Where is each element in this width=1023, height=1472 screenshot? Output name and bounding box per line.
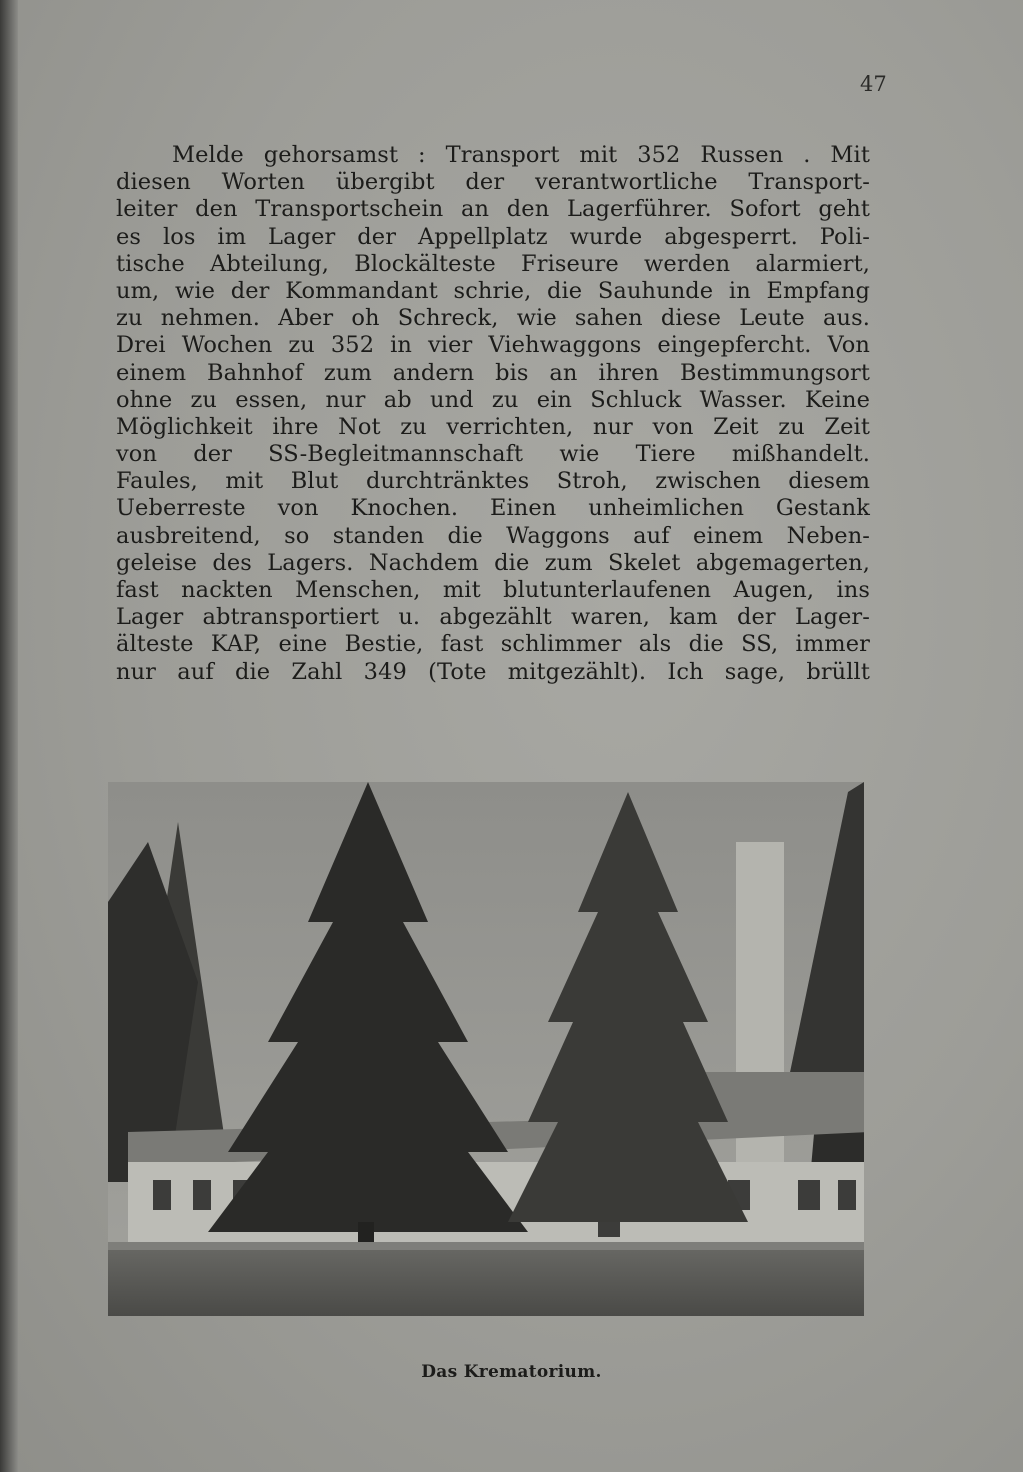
page-number: 47 <box>860 72 887 96</box>
book-spine <box>0 0 18 1472</box>
crematorium-photo <box>108 782 864 1316</box>
text-line: tische Abteilung, Blockälteste Friseure werden alarmiert, <box>116 250 870 277</box>
text-line: nur auf die Zahl 349 (Tote mitgezählt). Ich sage, brüllt <box>116 658 870 685</box>
text-line: Lager abtransportiert u. abgezählt waren, kam der Lager- <box>116 604 870 631</box>
text-line: ausbreitend, so standen die Waggons auf einem Neben- <box>116 522 870 549</box>
text-line: diesen Worten übergibt der verantwortliche Transport- <box>116 169 870 196</box>
text-line: Melde gehorsamst : Transport mit 352 Russen . Mit <box>172 142 870 168</box>
text-line: von der SS-Begleitmannschaft wie Tiere mißhandelt. <box>116 441 870 468</box>
text-line: zu nehmen. Aber oh Schreck, wie sahen diese Leute aus. <box>116 305 870 332</box>
text-line: älteste KAP, eine Bestie, fast schlimmer als die SS, immer <box>116 631 870 658</box>
text-line: ohne zu essen, nur ab und zu ein Schluck Wasser. Keine <box>116 386 870 413</box>
text-line: Möglichkeit ihre Not zu verrichten, nur von Zeit zu Zeit <box>116 413 870 440</box>
text-line: fast nackten Menschen, mit blutunterlaufenen Augen, ins <box>116 577 870 603</box>
text-line: es los im Lager der Appellplatz wurde abgesperrt. Poli- <box>116 223 870 250</box>
photo-caption: Das Krematorium. <box>421 1362 602 1382</box>
text-line: um, wie der Kommandant schrie, die Sauhunde in Empfang <box>116 277 870 304</box>
body-text <box>116 142 870 686</box>
text-line: leiter den Transportschein an den Lagerführer. Sofort geht <box>116 196 870 223</box>
text-line: Faules, mit Blut durchtränktes Stroh, zwischen diesem <box>116 468 870 495</box>
text-line: Drei Wochen zu 352 in vier Viehwaggons eingepfercht. Von <box>116 332 870 359</box>
text-line: Ueberreste von Knochen. Einen unheimlichen Gestank <box>116 495 870 522</box>
text-line: geleise des Lagers. Nachdem die zum Skelet abgemagerten, <box>116 549 870 576</box>
text-line: einem Bahnhof zum andern bis an ihren Bestimmungsort <box>116 359 870 386</box>
